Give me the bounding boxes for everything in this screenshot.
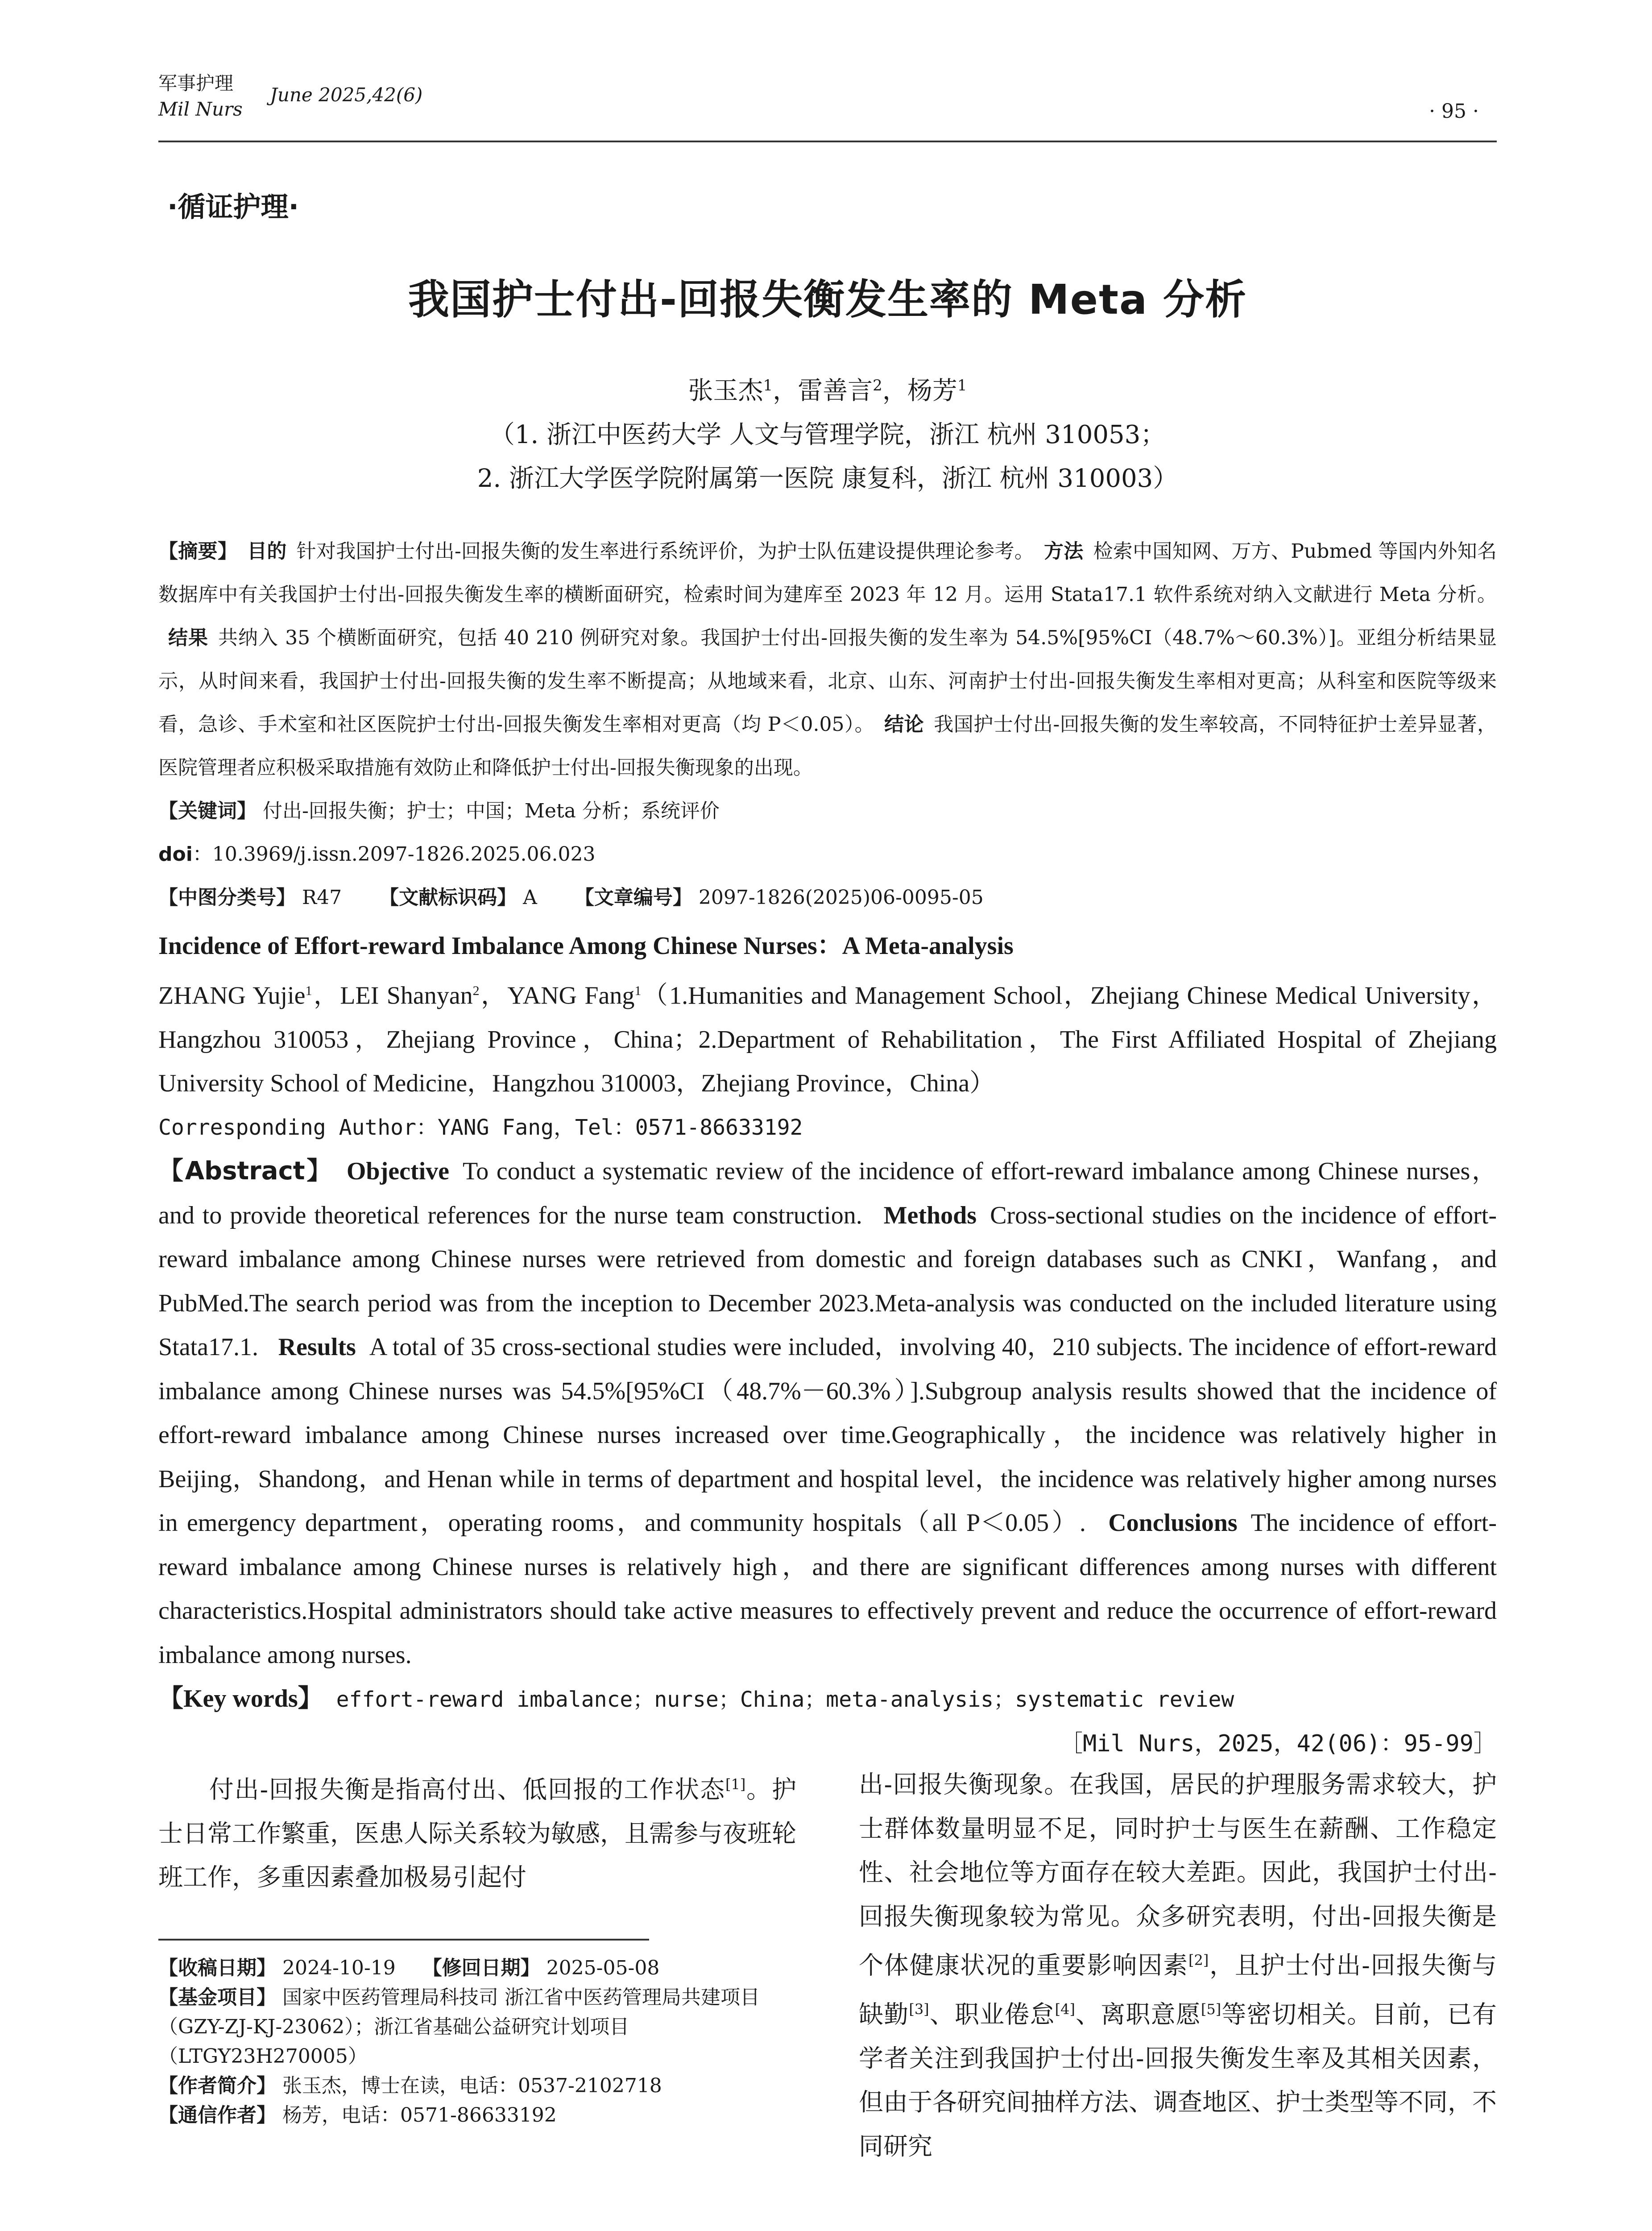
clc-value: R47	[302, 886, 342, 909]
issue-info: June 2025,42(6)	[270, 84, 423, 106]
body-text: 付出-回报失衡是指高付出、低回报的工作状态	[208, 1775, 725, 1804]
correspondence-label: 【通信作者】	[158, 2104, 276, 2127]
citation: ［Mil Nurs，2025，42(06)：95-99］	[1059, 1730, 1497, 1757]
objective-label: 目的	[247, 539, 287, 563]
objective-en-text: To conduct a systematic review of the incidence of effort-reward imbalance among Chinese nurses，and to provide theoretical references for the nurse team construction.	[158, 1157, 1497, 1229]
doi-line	[158, 833, 1497, 876]
affiliation-mark: 2	[472, 983, 480, 998]
article-number-label: 【文章编号】	[574, 886, 692, 909]
correspondence-note	[158, 2101, 796, 2130]
clc-label: 【中图分类号】	[158, 886, 296, 909]
results-en-label: Results	[278, 1333, 356, 1361]
authors-en	[158, 969, 1497, 1106]
correspondence-text: 杨芳，电话：0571-86633192	[282, 2104, 557, 2127]
keywords-en	[158, 1677, 1497, 1722]
abstract-en	[158, 1149, 1497, 1677]
corresponding-author: Corresponding Author：YANG Fang，Tel：0571-86633192	[158, 1115, 803, 1140]
title-cn: 我国护士付出-回报失衡发生率的 Meta 分析	[408, 276, 1247, 323]
author-name: 张玉杰	[688, 376, 763, 406]
keywords-label: 【关键词】	[158, 799, 257, 822]
keywords-cn	[158, 789, 1497, 833]
body-text: 、离职意愿	[1075, 2000, 1201, 2029]
conclusions-en-label: Conclusions	[1108, 1509, 1238, 1537]
author-name-en: ，LEI Shanyan	[312, 982, 473, 1010]
body-right-column	[859, 1762, 1497, 2168]
journal-name-cn: 军事护理	[158, 72, 234, 94]
article-page	[158, 62, 1497, 1766]
body-text: 、职业倦怠	[929, 2000, 1055, 2029]
reference-mark[interactable]: [3]	[909, 2000, 929, 2018]
doc-code-value: A	[523, 886, 537, 909]
conclusion-text: 我国护士付出-回报失衡的发生率较高，不同特征护士差异显著，医院管理者应积极采取措施有效防止和降低护士付出-回报失衡现象的出现。	[158, 713, 1497, 779]
keywords-en-text: effort-reward imbalance；nurse；China；meta-analysis；systematic review	[336, 1687, 1234, 1713]
author-note	[158, 2071, 796, 2101]
body-text: 出-回报失衡现象。在我国，居民的护理服务需求较大，护士群体数量明显不足，同时护士与医生在薪酬、工作稳定性、社会地位等方面存在较大差距。因此，我国护士付出-回报失衡现象较为常见。众多研究表明，付出-回报失衡是个体健康状况的重要影响因素	[859, 1770, 1497, 1980]
author-bio-label: 【作者简介】	[158, 2074, 276, 2097]
author-list-cn: 张玉杰$^1$，雷善言$^2$，杨芳$^1$	[688, 376, 967, 406]
keywords-text: 付出-回报失衡；护士；中国；Meta 分析；系统评价	[263, 799, 720, 822]
affiliation-mark: 1	[957, 377, 967, 394]
doc-code-label: 【文献标识码】	[379, 886, 517, 909]
methods-en-label: Methods	[883, 1201, 977, 1229]
methods-label: 方法	[1044, 539, 1084, 563]
reference-mark[interactable]: [1]	[725, 1776, 746, 1793]
fund-note	[158, 1983, 796, 2071]
results-en-text: A total of 35 cross-sectional studies were included，involving 40，210 subjects. The incidence of effort-reward imbalance among Chinese nurses was 54.5%[95%CI（48.7%－60.3%）].Subgroup analysis results showed that the incidence of effort-reward imbalance among Chinese nurses increased over time.Geographically，the incidence was relatively higher in Beijing，Shandong，and Henan while in terms of department and hospital level，the incidence was relatively higher among nurses in emergency department，operating rooms，and community hospitals（all P＜0.05）.	[158, 1333, 1497, 1537]
affiliation-mark: 2	[873, 377, 882, 394]
methods-en-text: Cross-sectional studies on the incidence of effort-reward imbalance among Chinese nurses were retrieved from domestic and foreign databases such as CNKI，Wanfang，and PubMed.The search period was from the inception to December 2023.Meta-analysis was conducted on the included literature using Stata17.1.	[158, 1201, 1497, 1361]
conclusions-en-text: The incidence of effort-reward imbalance among Chinese nurses is relatively high，and there are significant differences among nurses with different characteristics.Hospital administrators should take active measures to effectively prevent and reduce the occurrence of effort-reward imbalance among nurses.	[158, 1509, 1497, 1669]
body-left-column	[158, 1762, 796, 1899]
author-name-en: ，YANG Fang	[479, 982, 635, 1010]
reference-mark[interactable]: [5]	[1201, 2000, 1221, 2018]
author-name: 雷善言	[798, 376, 873, 406]
conclusion-label: 结论	[884, 713, 924, 736]
affiliation-2: 2. 浙江大学医学院附属第一医院 康复科，浙江 杭州 310003）	[477, 464, 1178, 493]
footnotes	[158, 1953, 796, 2130]
abstract-label: 【摘要】	[158, 539, 238, 563]
reference-mark[interactable]: [2]	[1188, 1952, 1209, 1969]
footnote-divider	[158, 1939, 649, 1941]
author-bio: 张玉杰，博士在读，电话：0537-2102718	[282, 2074, 662, 2097]
journal-name-en: Mil Nurs	[158, 98, 243, 120]
doi-value[interactable]: ：10.3969/j.issn.2097-1826.2025.06.023	[192, 842, 596, 866]
running-head	[158, 62, 1497, 142]
revised-date: 2025-05-08	[546, 1957, 660, 1979]
received-date: 2024-10-19	[282, 1957, 396, 1979]
section-label: ·循证护理·	[167, 191, 299, 223]
results-text: 共纳入 35 个横断面研究，包括 40 210 例研究对象。我国护士付出-回报失衡的发生率为 54.5%[95%CI（48.7%～60.3%）]。亚组分析结果显示，从时间来看，我国护士付出-回报失衡的发生率不断提高；从地域来看，北京、山东、河南护士付出-回报失衡发生率相对更高；从科室和医院等级来看，急诊、手术室和社区医院护士付出-回报失衡发生率相对更高（均 P＜0.05）。	[158, 626, 1497, 736]
body-columns	[158, 1762, 1497, 2231]
affiliation-mark: 1	[763, 377, 773, 394]
authors-cn	[158, 364, 1497, 501]
revised-label: 【修回日期】	[422, 1957, 540, 1979]
dates-note	[158, 1953, 796, 1983]
body-text: 等密切相关。目前，已有学者关注到我国护士付出-回报失衡发生率及其相关因素，但由于各研究间抽样方法、调查地区、护士类型等不同，不同研究	[859, 2000, 1497, 2161]
keywords-en-label: 【Key words】	[158, 1685, 323, 1713]
title-en: Incidence of Effort-reward Imbalance Among Chinese Nurses：A Meta-analysis	[158, 932, 1014, 960]
author-name-en: ZHANG Yujie	[158, 982, 306, 1010]
classification-line	[158, 876, 1497, 919]
body-text: ，且护士付出-回报失衡与缺勤	[859, 1951, 1497, 2029]
methods-text: 检索中国知网、万方、Pubmed 等国内外知名数据库中有关我国护士付出-回报失衡发生率的横断面研究，检索时间为建库至 2023 年 12 月。运用 Stata17.1 软件系统对纳入文献进行 Meta 分析。	[158, 539, 1497, 606]
doi-label: doi	[158, 842, 193, 866]
received-label: 【收稿日期】	[158, 1957, 276, 1979]
fund-text: 国家中医药管理局科技司 浙江省中医药管理局共建项目（GZY-ZJ-KJ-23062）；浙江省基础公益研究计划项目（LTGY23H270005）	[158, 1986, 760, 2068]
affiliation-1: （1. 浙江中医药大学 人文与管理学院，浙江 杭州 310053；	[489, 420, 1166, 449]
affiliations-en: （1.Humanities and Management School，Zhejiang Chinese Medical University，Hangzhou 310053，Zhejiang Province，China；2.Department of Rehabilitation，The First Affiliated Hospital of Zhejiang University School of Medicine，Hangzhou 310003，Zhejiang Province，China）	[158, 982, 1497, 1098]
affiliation-mark: 1	[634, 983, 642, 998]
article-number-value: 2097-1826(2025)06-0095-05	[698, 886, 984, 909]
affiliation-mark: 1	[305, 983, 312, 998]
fund-label: 【基金项目】	[158, 1986, 276, 2009]
results-label: 结果	[168, 626, 209, 649]
author-name: 杨芳	[907, 376, 957, 406]
abstract-en-label: 【Abstract】	[158, 1157, 333, 1186]
body-text: 。护士日常工作繁重，医患人际关系较为敏感，且需参与夜班轮班工作，多重因素叠加极易引起付	[158, 1775, 797, 1892]
abstract-cn	[158, 530, 1497, 789]
page-number: · 95 ·	[1429, 100, 1479, 123]
objective-text: 针对我国护士付出-回报失衡的发生率进行系统评价，为护士队伍建设提供理论参考。	[296, 539, 1035, 563]
objective-en-label: Objective	[346, 1157, 449, 1186]
reference-mark[interactable]: [4]	[1055, 2000, 1075, 2018]
